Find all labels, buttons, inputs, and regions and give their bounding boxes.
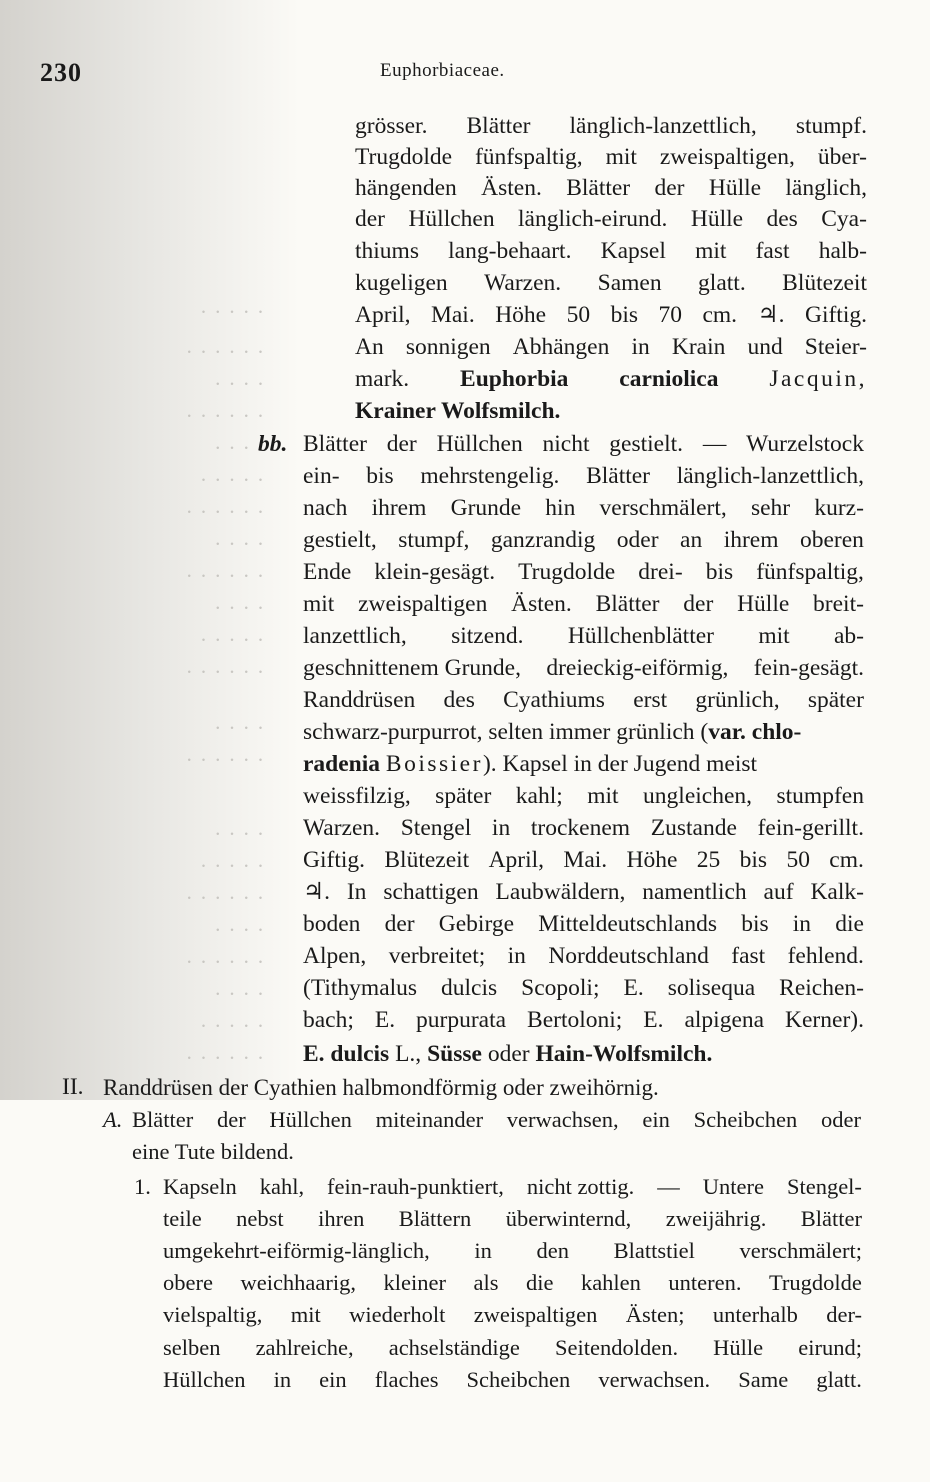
word: zahlreiche, <box>255 1335 354 1360</box>
author-name: Boissier <box>385 751 483 777</box>
word: die <box>835 911 864 937</box>
bleed-line: · · · · · · <box>184 660 264 684</box>
bleed-line: · · · · · · <box>184 404 264 428</box>
word: nicht zottig. <box>526 1174 635 1199</box>
word: des <box>766 206 798 232</box>
text-line <box>303 529 864 553</box>
text-line <box>303 657 864 681</box>
word: kahl, <box>259 1174 305 1199</box>
text-line <box>303 1043 712 1067</box>
bleed-line: · · · · · <box>199 1014 264 1038</box>
word: länglich-lanzettlich, <box>676 463 864 489</box>
word: E. <box>643 1007 664 1033</box>
word: geschnittenem Grunde, <box>303 655 521 681</box>
word: auf <box>763 879 794 905</box>
word: bis <box>741 911 769 937</box>
word: oder <box>821 1107 861 1132</box>
text: ). Kapsel in der Jugend meist <box>482 751 758 777</box>
variety-name: radenia <box>303 751 381 777</box>
word: miteinander <box>375 1107 484 1132</box>
word: Höhe <box>495 302 547 328</box>
word: in <box>792 911 812 937</box>
word: bis <box>739 847 768 873</box>
word: Bertoloni; <box>527 1007 623 1033</box>
word: Kerner). <box>785 1007 864 1033</box>
word: bis <box>366 463 394 489</box>
word: Laubwäldern, <box>495 879 626 905</box>
word: kugeligen <box>355 270 448 296</box>
word: überwinternd, <box>505 1206 632 1231</box>
word: weichhaarig, <box>240 1270 357 1295</box>
bleed-line: · · · · <box>213 532 264 556</box>
word: drei- <box>638 559 683 585</box>
word: Kalk- <box>810 879 864 905</box>
word: 50 <box>566 302 591 328</box>
word: Giftig. <box>804 302 867 328</box>
word: verwachsen, <box>506 1107 619 1132</box>
word: kahlen <box>580 1270 641 1295</box>
word: in <box>273 1367 292 1392</box>
common-name: Krainer Wolfsmilch. <box>355 398 561 424</box>
word: stumpf. <box>795 113 867 139</box>
word: Hülle <box>713 1335 764 1360</box>
text-line <box>303 945 864 969</box>
page-number: 230 <box>40 58 82 87</box>
word: Hüllchen <box>436 431 523 457</box>
word: ein <box>642 1107 670 1132</box>
word: eirund; <box>798 1335 862 1360</box>
bleed-line: · · · · <box>213 596 264 620</box>
word: Grunde <box>450 495 522 521</box>
text-line <box>132 1109 861 1132</box>
word: in <box>507 943 526 969</box>
word: oder <box>487 1041 530 1067</box>
word: länglich-lanzettlich, <box>569 113 757 139</box>
word: den <box>536 1238 570 1263</box>
text-line <box>303 561 864 585</box>
text-line <box>303 721 864 745</box>
word: Hülle <box>737 591 790 617</box>
word: Seitendolden. <box>554 1335 679 1360</box>
word: unteren. <box>668 1270 742 1295</box>
text-line <box>163 1337 862 1360</box>
word: zweijährig. <box>665 1206 767 1231</box>
word: Untere <box>702 1174 764 1199</box>
word: namentlich <box>642 879 747 905</box>
word: Ästen; <box>625 1302 685 1327</box>
text-line <box>355 304 867 328</box>
text-line <box>163 1176 862 1199</box>
bleed-line: · · · · <box>213 436 264 460</box>
bleed-line: · · · · <box>213 372 264 396</box>
word: Gebirge <box>438 911 515 937</box>
word: Norddeutschland <box>548 943 709 969</box>
word: mit <box>695 238 727 264</box>
word: der <box>386 431 417 457</box>
text-line <box>355 146 867 170</box>
word: Stengel <box>400 815 472 841</box>
word: zweispaltigen, <box>659 144 795 170</box>
word: mehrstengelig. <box>420 463 560 489</box>
word: der <box>683 591 714 617</box>
text-line <box>303 689 864 713</box>
subsection-marker: A. <box>103 1107 123 1132</box>
bleed-line: · · · · · <box>199 628 264 652</box>
word: Hüllchen <box>408 206 495 232</box>
text-line <box>303 433 864 457</box>
word: Mitteldeutschlands <box>538 911 718 937</box>
section-marker: II. <box>62 1074 84 1100</box>
text-line <box>303 593 864 617</box>
word: klein-gesägt. <box>374 559 496 585</box>
word: teile <box>163 1206 202 1231</box>
word: unterhalb <box>712 1302 798 1327</box>
word: mark. <box>355 366 410 392</box>
word: achselständige <box>388 1335 520 1360</box>
word: ♃. <box>303 879 330 905</box>
bleed-line: · · · · · <box>199 468 264 492</box>
word: verwachsen. <box>598 1367 711 1392</box>
text-line <box>303 977 864 1001</box>
word: Randdrüsen <box>303 687 416 713</box>
word: April, <box>488 847 545 873</box>
word: fast <box>731 943 766 969</box>
word: der- <box>826 1302 862 1327</box>
word: kurz- <box>814 495 864 521</box>
word: April, <box>355 302 411 328</box>
word: fein-rauh-punktiert, <box>327 1174 504 1199</box>
word: thiums <box>355 238 419 264</box>
text-line <box>303 913 864 937</box>
word: Ende <box>303 559 352 585</box>
word: fast <box>755 238 790 264</box>
word: schattigen <box>383 879 479 905</box>
common-name: Hain-Wolfsmilch. <box>535 1041 713 1067</box>
text-line <box>163 1304 862 1327</box>
word: in <box>631 334 650 360</box>
word: Zustande <box>650 815 737 841</box>
word: 70 <box>658 302 682 328</box>
word: Ästen. <box>481 175 542 201</box>
word: mit <box>605 144 637 170</box>
word: Same <box>738 1367 789 1392</box>
word: hin <box>545 495 576 521</box>
common-name: Süsse <box>427 1041 482 1067</box>
word: vielspaltig, <box>163 1302 263 1327</box>
word: Hülle <box>690 206 744 232</box>
word: Steier- <box>804 334 867 360</box>
text-line <box>303 785 864 809</box>
word: Kapseln <box>163 1174 237 1199</box>
word: Warzen. <box>303 815 381 841</box>
bleed-line: · · · · · · <box>184 564 264 588</box>
word: die <box>525 1270 554 1295</box>
text-line <box>303 497 864 521</box>
word: lanzettlich, <box>303 623 407 649</box>
word: Hüllchen <box>269 1107 352 1132</box>
word: Blätter <box>586 463 651 489</box>
word: Alpen, <box>303 943 367 969</box>
word: Mai. <box>430 302 475 328</box>
word: An <box>355 334 384 360</box>
word: fein-gesägt. <box>753 655 864 681</box>
word: Warzen. <box>484 270 562 296</box>
word: des <box>443 687 475 713</box>
word: nach <box>303 495 348 521</box>
word: fein-gerillt. <box>757 815 864 841</box>
word: gestielt. <box>609 431 684 457</box>
word: purpurata <box>416 1007 507 1033</box>
text-line <box>163 1240 862 1263</box>
word: über- <box>817 144 867 170</box>
bleed-line: · · · · · <box>199 300 264 324</box>
word: der <box>384 911 415 937</box>
word: wiederholt <box>349 1302 446 1327</box>
word: Wurzelstock <box>746 431 864 457</box>
word: Trugdolde <box>355 144 453 170</box>
text-line <box>303 817 864 841</box>
word: hängenden <box>355 175 457 201</box>
word: E. <box>374 1007 396 1033</box>
word: ihren <box>318 1206 365 1231</box>
word: grünlich, <box>695 687 780 713</box>
bleed-line: · · · · · · <box>184 950 264 974</box>
word: später <box>807 687 864 713</box>
text-line <box>163 1208 862 1231</box>
word: ab- <box>833 623 864 649</box>
word: länglich, <box>785 175 867 201</box>
word: solisequa <box>667 975 756 1001</box>
word: ein- <box>303 463 340 489</box>
word: bis <box>705 559 734 585</box>
word: Cyathiums <box>503 687 605 713</box>
word: Stengel- <box>786 1174 862 1199</box>
text-line <box>355 208 867 232</box>
word: und <box>747 334 783 360</box>
word: stumpf, <box>398 527 470 553</box>
word: mit <box>290 1302 321 1327</box>
word: nicht <box>542 431 590 457</box>
word: länglich-eirund. <box>518 206 668 232</box>
text: schwarz-purpurrot, selten immer grünlich ( <box>303 719 709 745</box>
word: mit <box>303 591 335 617</box>
bleed-line: · · · · · · <box>184 748 264 772</box>
word: Mai. <box>563 847 608 873</box>
text-line <box>303 625 864 649</box>
word: Cya- <box>821 206 867 232</box>
word: Blütezeit <box>384 847 470 873</box>
word: kahl; <box>515 783 563 809</box>
word: obere <box>163 1270 213 1295</box>
word: der <box>355 206 386 232</box>
word: Trugdolde <box>768 1270 862 1295</box>
text-line <box>163 1272 862 1295</box>
word: — <box>702 431 727 457</box>
word: dulcis <box>441 975 498 1001</box>
word: (Tithymalus <box>303 975 418 1001</box>
word: sehr <box>750 495 791 521</box>
word: sitzend. <box>451 623 524 649</box>
text-line <box>355 240 867 264</box>
word: Blätter <box>566 175 631 201</box>
word: Ästen. <box>511 591 572 617</box>
word: cm. <box>702 302 738 328</box>
word: Hülle <box>708 175 762 201</box>
word: kleiner <box>383 1270 446 1295</box>
word: grösser. <box>355 113 428 139</box>
word: boden <box>303 911 361 937</box>
key-marker-bb: bb. <box>258 431 288 457</box>
word: Giftig. <box>303 847 366 873</box>
word: Reichen- <box>779 975 864 1001</box>
word: halb- <box>818 238 867 264</box>
word: mit <box>587 783 619 809</box>
bleed-line: · · · · · · <box>184 1046 264 1070</box>
word: Höhe <box>626 847 678 873</box>
word: verschmälert; <box>739 1238 862 1263</box>
author-name: Jacquin, <box>769 366 867 392</box>
bleed-line: · · · · <box>213 716 264 740</box>
word: an <box>680 527 703 553</box>
bleed-line: · · · · · · <box>184 340 264 364</box>
variety-name: var. chlo- <box>708 719 802 745</box>
word: selben <box>163 1335 221 1360</box>
word: Scheibchen <box>693 1107 798 1132</box>
word: stumpfen <box>776 783 864 809</box>
running-title: Euphorbiaceae. <box>380 60 505 81</box>
text-line <box>355 272 867 296</box>
word: ungleichen, <box>643 783 753 809</box>
word: 50 <box>786 847 810 873</box>
word: mit <box>758 623 790 649</box>
word: ihrem <box>371 495 427 521</box>
word: Scopoli; <box>521 975 600 1001</box>
word: sonnigen <box>405 334 491 360</box>
word: ganzrandig <box>490 527 596 553</box>
word: fünfspaltig, <box>756 559 864 585</box>
word: zweispaltigen <box>358 591 488 617</box>
word: Krain <box>671 334 726 360</box>
bleed-line: · · · · <box>213 822 264 846</box>
word: ein <box>319 1367 347 1392</box>
word: glatt. <box>816 1367 862 1392</box>
text-line <box>355 336 867 360</box>
word: gestielt, <box>303 527 377 553</box>
word: In <box>346 879 367 905</box>
text-line <box>163 1369 862 1392</box>
word: der <box>654 175 685 201</box>
text-line <box>303 753 864 777</box>
word: Scheibchen <box>466 1367 571 1392</box>
word: — <box>657 1174 680 1199</box>
species-name: Euphorbia <box>460 366 569 392</box>
word: Abhängen <box>512 334 610 360</box>
section-heading: Randdrüsen der Cyathien halbmondförmig oder zweihörnig. <box>103 1075 659 1100</box>
word: Blätter <box>595 591 660 617</box>
bleed-line: · · · · · · <box>184 886 264 910</box>
word: weissfilzig, <box>303 783 411 809</box>
word: Kapsel <box>600 238 666 264</box>
word: trockenem <box>530 815 631 841</box>
text-line <box>303 881 864 905</box>
word: Blätter <box>800 1206 862 1231</box>
text-line <box>355 115 867 139</box>
word: glatt. <box>698 270 746 296</box>
bleed-line: · · · · · · <box>184 500 264 524</box>
species-name: E. dulcis <box>303 1041 390 1067</box>
text-line <box>303 849 864 873</box>
word: Samen <box>597 270 662 296</box>
word: Blättern <box>398 1206 472 1231</box>
species-name: carniolica <box>619 366 719 392</box>
word: der <box>216 1107 246 1132</box>
text-line <box>303 465 864 489</box>
word: E. <box>623 975 644 1001</box>
word: in <box>491 815 511 841</box>
word: dreieckig-eiförmig, <box>546 655 729 681</box>
word: später <box>435 783 492 809</box>
word: Blätter <box>466 113 531 139</box>
word: Blattstiel <box>613 1238 695 1263</box>
word: in <box>474 1238 492 1263</box>
word: oberen <box>800 527 864 553</box>
word: Blätter <box>303 431 367 457</box>
word: umgekehrt-eiförmig-länglich, <box>163 1238 430 1263</box>
author-name: L., <box>395 1041 422 1067</box>
word: Hüllchenblätter <box>567 623 714 649</box>
word: bis <box>610 302 638 328</box>
word: Blütezeit <box>782 270 867 296</box>
item-marker: 1. <box>134 1174 151 1199</box>
word: cm. <box>829 847 864 873</box>
word: ihrem <box>723 527 779 553</box>
text-line <box>355 368 867 392</box>
text-line: eine Tute bildend. <box>132 1139 294 1164</box>
word: ♃. <box>757 302 785 328</box>
word: flaches <box>374 1367 439 1392</box>
word: Trugdolde <box>518 559 616 585</box>
word: lang-behaart. <box>448 238 572 264</box>
word: alpigena <box>684 1007 765 1033</box>
word: Hüllchen <box>163 1367 246 1392</box>
bleed-line: · · · · · <box>199 854 264 878</box>
word: als <box>473 1270 499 1295</box>
text-line <box>303 1009 864 1033</box>
word: nebst <box>236 1206 284 1231</box>
word: fünfspaltig, <box>474 144 583 170</box>
text-line <box>355 177 867 201</box>
bleed-line: · · · · <box>213 918 264 942</box>
word: verbreitet; <box>388 943 486 969</box>
word: zweispaltigen <box>473 1302 598 1327</box>
word: 25 <box>696 847 721 873</box>
word: Blätter <box>132 1107 194 1132</box>
word: fehlend. <box>787 943 864 969</box>
word: erst <box>633 687 668 713</box>
word: verschmälert, <box>599 495 727 521</box>
bleed-line: · · · · <box>213 982 264 1006</box>
word: oder <box>616 527 659 553</box>
word: bach; <box>303 1007 354 1033</box>
word: breit- <box>813 591 864 617</box>
